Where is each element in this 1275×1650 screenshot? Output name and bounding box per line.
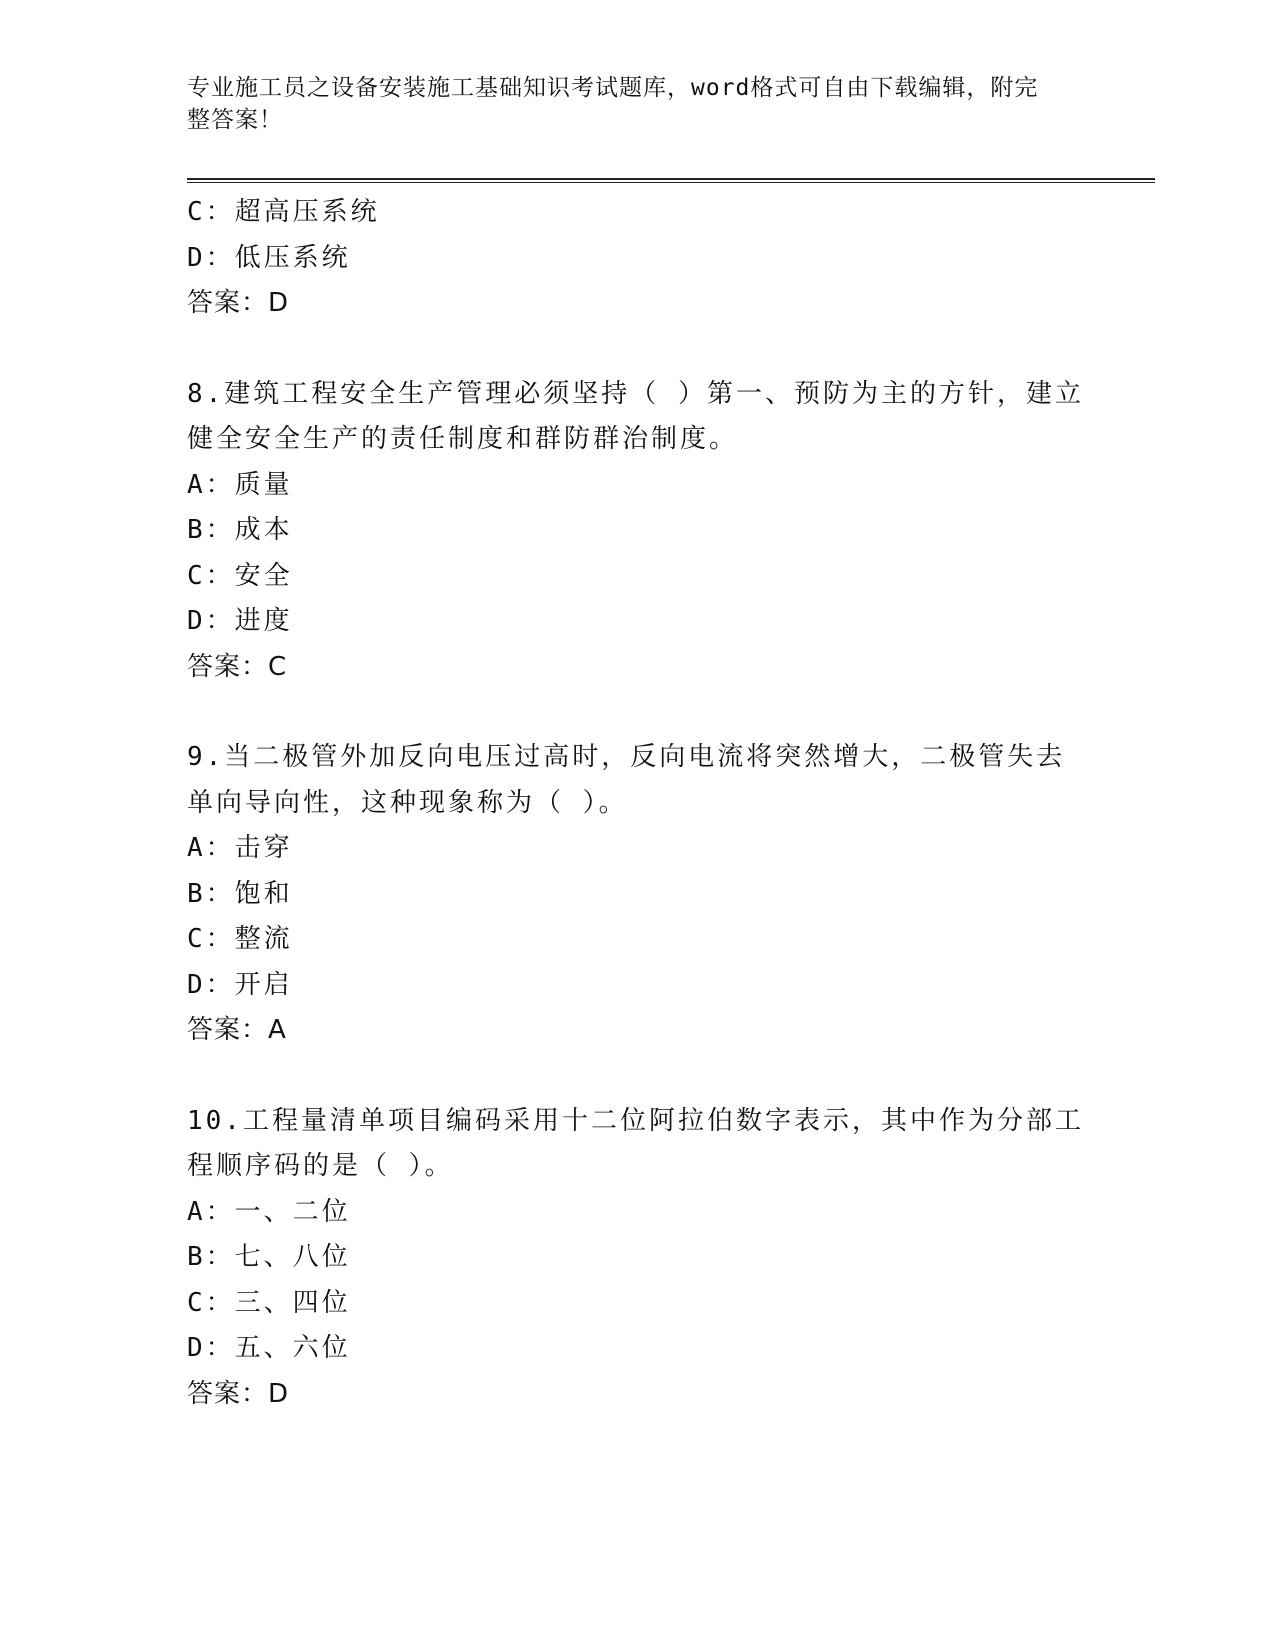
option-a: A：击穿 — [187, 833, 293, 863]
option-d: D：开启 — [187, 969, 293, 1000]
option-c: C：整流 — [187, 924, 293, 954]
option-b: B：成本 — [187, 515, 293, 545]
header-divider-thin — [187, 182, 1155, 183]
answer-line: 答案：D — [187, 1378, 290, 1409]
question-stem-line: 9.当二极管外加反向电压过高时，反向电流将突然增大，二极管失去 — [187, 742, 1066, 772]
question-10 — [187, 1099, 1087, 1418]
answer-line: 答案：C — [187, 651, 288, 682]
spacer — [187, 690, 1087, 735]
question-stem-line: 程顺序码的是（ ）。 — [187, 1151, 454, 1181]
option-c: C：超高压系统 — [187, 197, 380, 227]
option-d: D：五、六位 — [187, 1333, 351, 1363]
header-divider-thick — [187, 178, 1155, 180]
question-stem-line: 10.工程量清单项目编码采用十二位阿拉伯数字表示，其中作为分部工 — [187, 1105, 1084, 1136]
spacer — [187, 1054, 1087, 1099]
document-header — [187, 72, 1067, 136]
option-b: B：七、八位 — [187, 1242, 351, 1272]
option-d: D：低压系统 — [187, 242, 351, 273]
continued-question — [187, 190, 1087, 327]
option-b: B：饱和 — [187, 878, 293, 909]
header-line-2: 整答案！ — [187, 107, 283, 133]
question-content — [187, 190, 1087, 1417]
header-line-1: 专业施工员之设备安装施工基础知识考试题库，word格式可自由下载编辑，附完 — [187, 75, 1039, 101]
option-a: A：一、二位 — [187, 1196, 351, 1227]
option-c: C：安全 — [187, 560, 293, 591]
option-a: A：质量 — [187, 469, 293, 500]
option-c: C：三、四位 — [187, 1287, 351, 1318]
question-8 — [187, 372, 1087, 691]
question-stem-line: 健全安全生产的责任制度和群防群治制度。 — [187, 424, 739, 454]
spacer — [187, 327, 1087, 372]
option-d: D：进度 — [187, 606, 293, 636]
answer-line: 答案：A — [187, 1015, 287, 1045]
answer-line: 答案：D — [187, 288, 290, 318]
question-9 — [187, 735, 1087, 1054]
question-stem-line: 单向导向性，这种现象称为（ ）。 — [187, 787, 628, 818]
question-stem-line: 8.建筑工程安全生产管理必须坚持（ ）第一、预防为主的方针，建立 — [187, 378, 1084, 409]
